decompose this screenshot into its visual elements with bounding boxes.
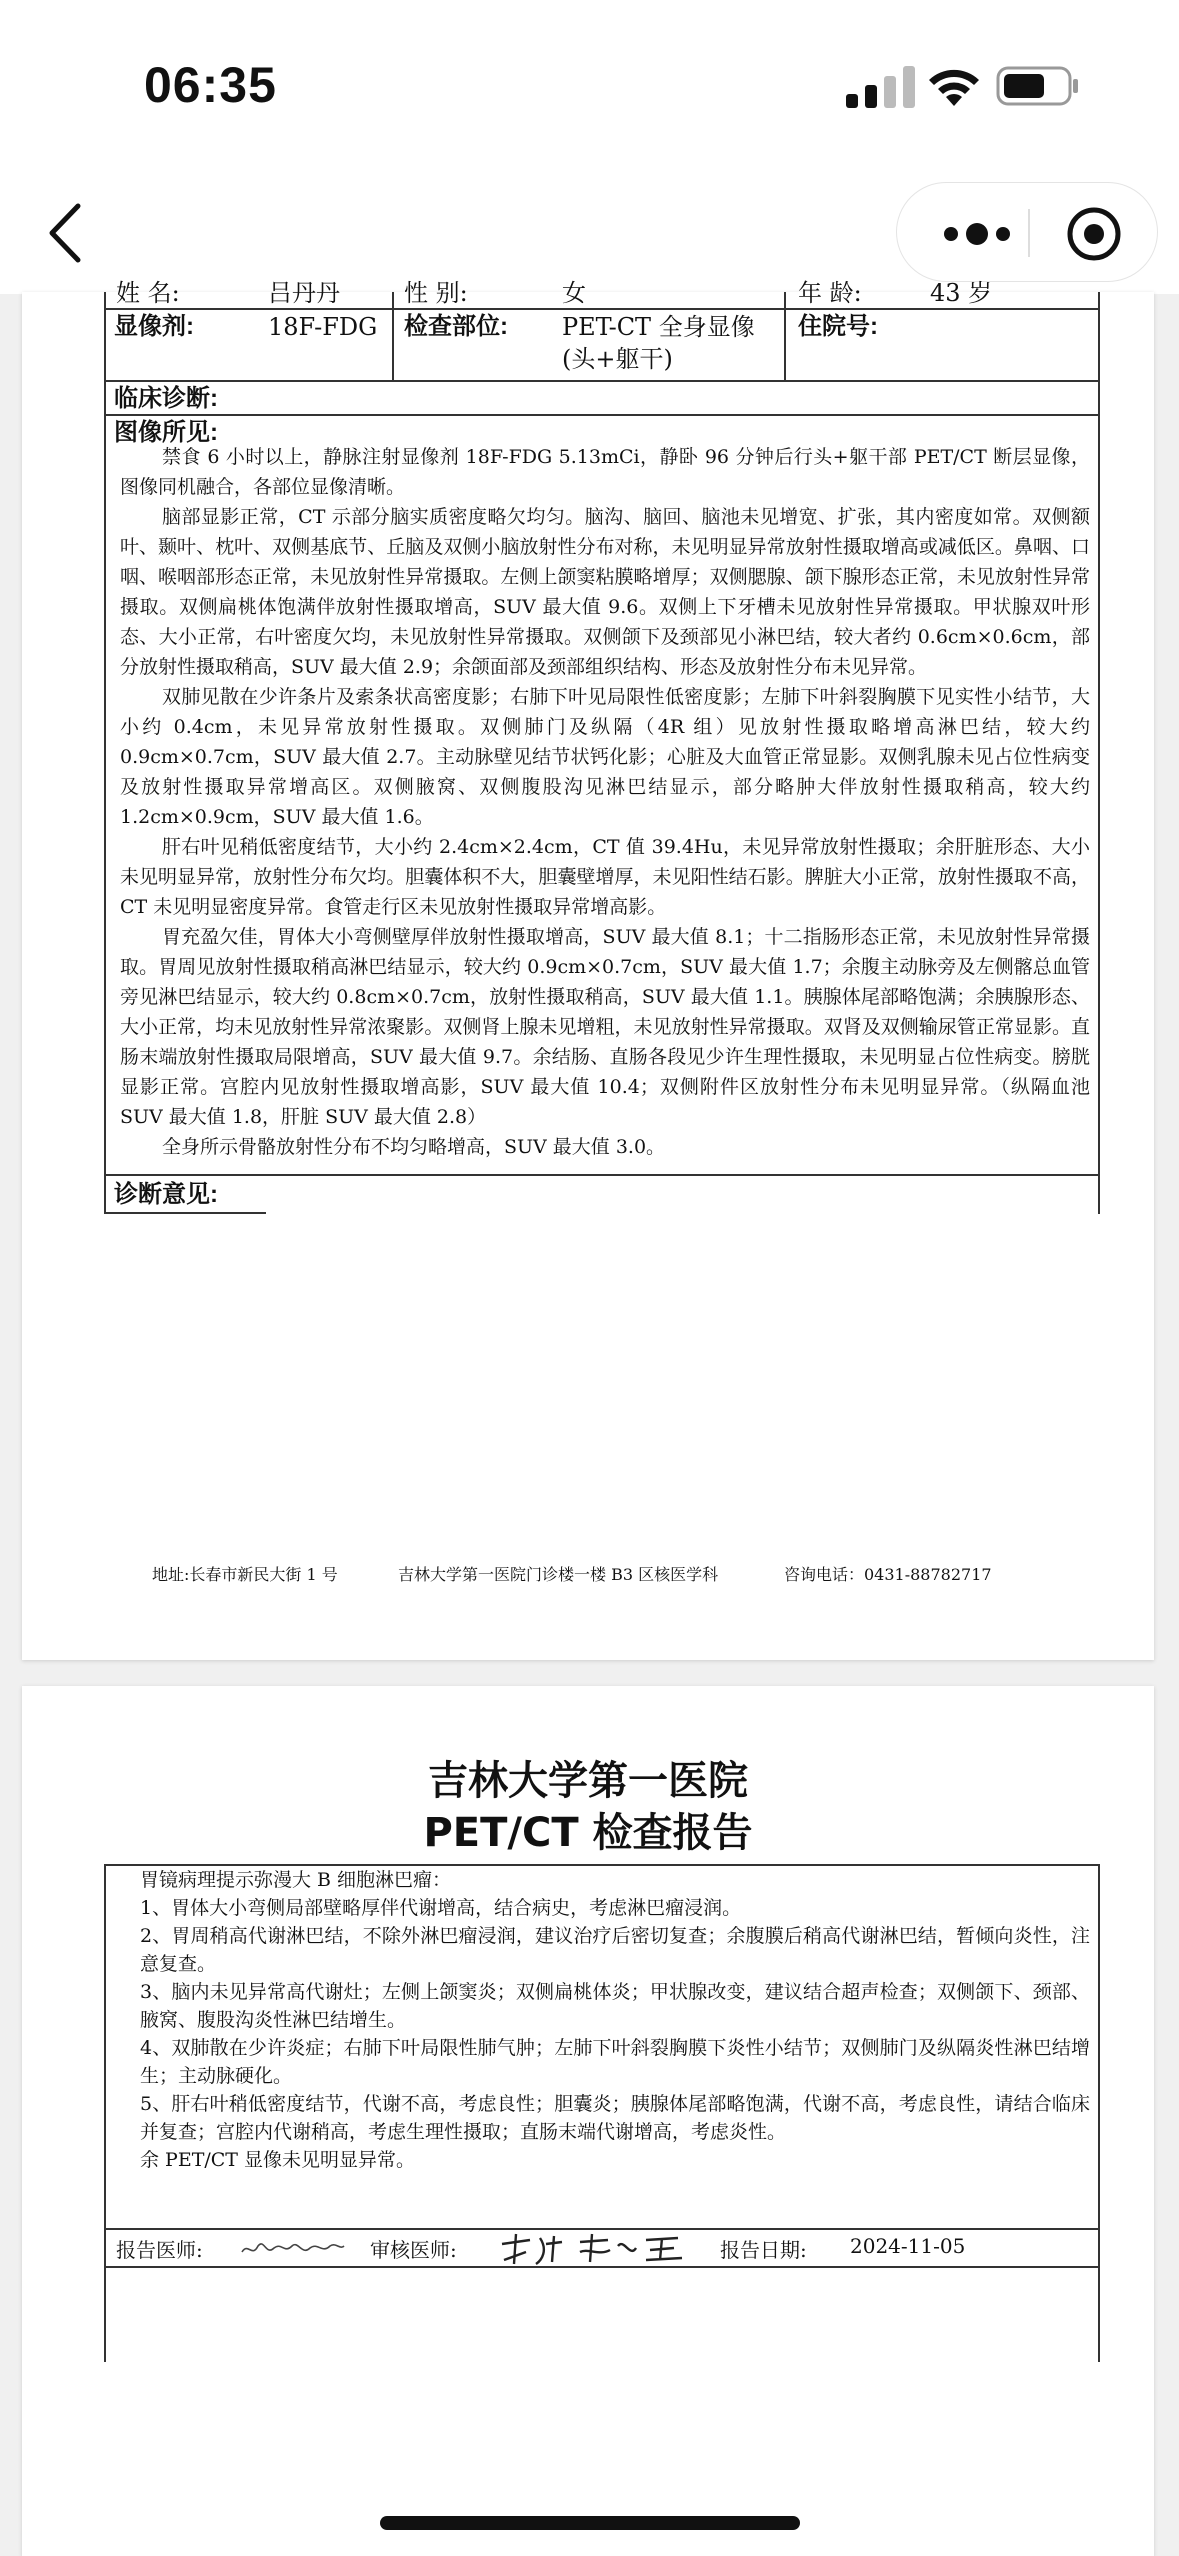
row-divider-partial (104, 1212, 266, 1214)
report-title: PET/CT 检查报告 (423, 1810, 753, 1856)
findings-paragraph: 全身所示骨骼放射性分布不均匀略增高，SUV 最大值 3.0。 (162, 1136, 666, 1158)
name-value: 吕丹丹 (268, 279, 340, 307)
sex-label: 性 别: (404, 279, 468, 307)
report-date-value: 2024-11-05 (850, 2234, 966, 2258)
table-right-border (1098, 292, 1100, 1214)
more-dots-icon[interactable] (937, 219, 1017, 249)
findings-label: 图像所见: (114, 419, 218, 446)
exam-part-value: PET-CT 全身显像 (562, 313, 755, 341)
diagnosis-label: 诊断意见: (114, 1181, 218, 1208)
diagnosis-line: 胃镜病理提示弥漫大 B 细胞淋巴瘤： (140, 1869, 452, 1891)
diagnosis-line: 2、胃周稍高代谢淋巴结，不除外淋巴瘤浸润，建议治疗后密切复查；余腹膜后稍高代谢淋巴结，暂倾向炎性，注意复查。 (140, 1925, 1090, 1975)
inpatient-no-label: 住院号: (798, 313, 878, 340)
col-divider (784, 292, 786, 380)
diagnosis-line: 余 PET/CT 显像未见明显异常。 (140, 2149, 416, 2171)
battery-icon (996, 66, 1080, 106)
cellular-signal-icon (846, 66, 916, 108)
reviewer-label: 审核医师: (370, 2238, 457, 2262)
sex-value: 女 (562, 279, 586, 307)
findings-paragraph: 脑部显影正常，CT 示部分脑实质密度略欠均匀。脑沟、脑回、脑池未见增宽、扩张，其内密度如常。双侧额叶、颞叶、枕叶、双侧基底节、丘脑及双侧小脑放射性分布对称，未见明显异常放射性摄取增高或减低区。鼻咽、口咽、喉咽部形态正常，未见放射性异常摄取。左侧上颌窦粘膜略增厚；双侧腮腺、颌下腺形态正常，未见放射性异常摄取。双侧扁桃体饱满伴放射性摄取增高，SUV 最大值 9.6。双侧上下牙槽未见放射性异常摄取。甲状腺双叶形态、大小正常，右叶密度欠均，未见放射性异常摄取。双侧颌下及颈部见小淋巴结，较大者约 0.6cm×0.6cm，部分放射性摄取稍高，SUV 最大值 2.9；余颌面部及颈部组织结构、形态及放射性分布未见异常。 (120, 506, 1090, 678)
col-divider (392, 292, 394, 380)
row-divider (104, 308, 1100, 310)
back-chevron-icon[interactable] (42, 200, 92, 266)
findings-paragraph: 禁食 6 小时以上，静脉注射显像剂 18F-FDG 5.13mCi，静卧 96 分钟后行头+躯干部 PET/CT 断层显像，图像同机融合，各部位显像清晰。 (120, 446, 1090, 498)
status-bar (0, 0, 1179, 170)
hospital-title: 吉林大学第一医院 (428, 1758, 748, 1804)
diagnosis-line: 3、脑内未见异常高代谢灶；左侧上颌窦炎；双侧扁桃体炎；甲状腺改变，建议结合超声检查；双侧颌下、颈部、腋窝、腹股沟炎性淋巴结增生。 (140, 1981, 1090, 2031)
report-date-label: 报告日期: (720, 2238, 807, 2262)
nav-bar (0, 170, 1179, 294)
mini-program-capsule (896, 182, 1158, 282)
capsule-divider (1028, 209, 1030, 257)
diagnosis-line: 4、双肺散在少许炎症；右肺下叶局限性肺气肿；左肺下叶斜裂胸膜下炎性小结节；双侧肺门及纵隔炎性淋巴结增生；主动脉硬化。 (140, 2037, 1090, 2087)
age-label: 年 龄: (798, 279, 862, 307)
report-page-1 (22, 279, 1154, 1660)
diagnosis-line: 5、肝右叶稍低密度结节，代谢不高，考虑良性；胆囊炎；胰腺体尾部略饱满，代谢不高，考虑良性，请结合临床并复查；宫腔内代谢稍高，考虑生理性摄取；直肠末端代谢增高，考虑炎性。 (140, 2093, 1090, 2143)
row-divider (104, 1174, 1100, 1176)
report-page-2 (22, 1686, 1154, 2556)
status-time: 06:35 (144, 57, 277, 113)
findings-text (120, 442, 1090, 1162)
footer-phone: 咨询电话：0431-88782717 (784, 1565, 992, 1584)
row-divider (104, 380, 1100, 382)
exam-part-value-2: (头+躯干) (562, 345, 673, 373)
footer-address: 地址:长春市新民大街 1 号 (152, 1565, 338, 1584)
findings-paragraph: 双肺见散在少许条片及索条状高密度影；右肺下叶见局限性低密度影；左肺下叶斜裂胸膜下见实性小结节，大小约 0.4cm，未见异常放射性摄取。双侧肺门及纵隔（4R 组）见放射性摄取略增高淋巴结，较大约 0.9cm×0.7cm，SUV 最大值 2.7。主动脉壁见结节状钙化影；心脏及大血管正常显影。双侧乳腺未见占位性病变及放射性摄取异常增高区。双侧腋窝、双侧腹股沟见淋巴结显示，部分略肿大伴放射性摄取稍高，较大约 1.2cm×0.9cm，SUV 最大值 1.6。 (120, 686, 1090, 828)
tracer-value: 18F-FDG (268, 313, 378, 341)
close-target-icon[interactable] (1065, 205, 1123, 263)
name-label: 姓 名: (116, 279, 180, 307)
tracer-label: 显像剂: (114, 313, 194, 340)
row-divider (104, 414, 1100, 416)
clinical-diagnosis-label: 临床诊断: (114, 385, 218, 412)
table-left-border (104, 292, 106, 1214)
age-value: 43 岁 (930, 279, 993, 307)
wifi-icon (926, 62, 982, 108)
diagnosis-line: 1、胃体大小弯侧局部壁略厚伴代谢增高，结合病史，考虑淋巴瘤浸润。 (140, 1897, 742, 1919)
exam-part-label: 检查部位: (404, 313, 508, 340)
signature-row (104, 2228, 1100, 2268)
findings-paragraph: 胃充盈欠佳，胃体大小弯侧壁厚伴放射性摄取增高，SUV 最大值 8.1；十二指肠形态正常，未见放射性异常摄取。胃周见放射性摄取稍高淋巴结显示，较大约 0.9cm×0.7cm，SUV 最大值 1.7；余腹主动脉旁及左侧髂总血管旁见淋巴结显示，较大约 0.8cm×0.7cm，放射性摄取稍高，SUV 最大值 1.1。胰腺体尾部略饱满；余胰腺形态、大小正常，均未见放射性异常浓聚影。双侧肾上腺未见增粗，未见放射性异常摄取。双肾及双侧输尿管正常显影。直肠末端放射性摄取局限增高，SUV 最大值 9.7。余结肠、直肠各段见少许生理性摄取，未见明显占位性病变。膀胱显影正常。宫腔内见放射性摄取增高影，SUV 最大值 10.4；双侧附件区放射性分布未见明显异常。（纵隔血池 SUV 最大值 1.8，肝脏 SUV 最大值 2.8） (120, 926, 1090, 1128)
reporter-signature (238, 2234, 348, 2264)
footer-location: 吉林大学第一医院门诊楼一楼 B3 区核医学科 (398, 1565, 719, 1584)
diagnosis-text (140, 1866, 1090, 2174)
findings-paragraph: 肝右叶见稍低密度结节，大小约 2.4cm×2.4cm，CT 值 39.4Hu，未见异常放射性摄取；余肝脏形态、大小未见明显异常，放射性分布欠均。胆囊体积不大，胆囊壁增厚，未见阳性结石影。脾脏大小正常，放射性摄取不高，CT 未见明显密度异常。食管走行区未见放射性摄取异常增高影。 (120, 836, 1090, 918)
home-indicator[interactable] (380, 2516, 800, 2530)
reporter-label: 报告医师: (116, 2238, 203, 2262)
reviewer-signature (496, 2230, 686, 2268)
